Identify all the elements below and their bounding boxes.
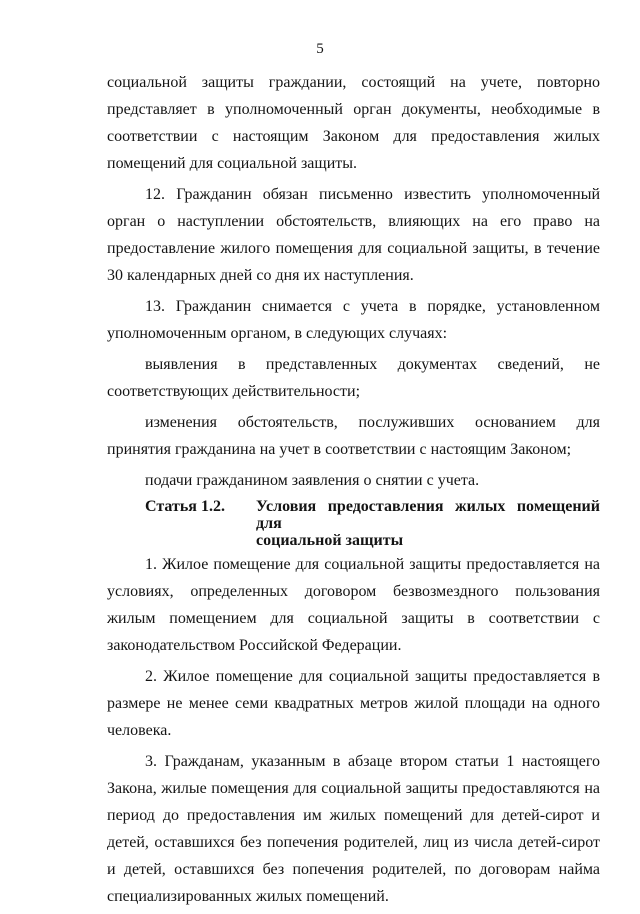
article-number: Статья 1.2. xyxy=(145,498,225,515)
article-paragraph-2: 2. Жилое помещение для социальной защиты предоставляется в размере не менее семи квадратных метров жилой площади на одного человека. xyxy=(107,668,600,739)
article-paragraph-3: 3. Гражданам, указанным в абзаце втором статьи 1 настоящего Закона, жилые помещения для социальной защиты предоставляются на период до предоставления им жилых помещений для детей-сирот и детей, оставшихся без попечения родителей, лиц из числа детей-сирот и детей, оставшихся без попечения родителей, по договорам найма специализированных жилых помещений. xyxy=(107,753,600,905)
article-heading xyxy=(107,498,600,549)
page-number: 5 xyxy=(316,41,324,57)
paragraph-item-12: 12. Гражданин обязан письменно известить уполномоченный орган о наступлении обстоятельств, влияющих на его право на предоставление жилого помещения для социальной защиты, в течение 30 календарных дней со дня их наступления. xyxy=(107,186,600,284)
paragraph-case-1: выявления в представленных документах сведений, не соответствующих действительности; xyxy=(107,356,600,400)
paragraph-case-3: подачи гражданином заявления о снятии с учета. xyxy=(145,472,480,489)
article-title-line-1: Условия предоставления жилых помещений для xyxy=(256,498,600,532)
paragraph-item-13: 13. Гражданин снимается с учета в порядке, установленном уполномоченным органом, в следующих случаях: xyxy=(107,298,600,342)
document-body xyxy=(107,69,600,914)
article-title xyxy=(256,498,600,549)
article-title-line-2: социальной защиты xyxy=(256,532,404,549)
paragraph-case-2: изменения обстоятельств, послуживших основанием для принятия гражданина на учет в соответствии с настоящим Законом; xyxy=(107,414,600,458)
paragraph-continuation: социальной защиты граждании, состоящий на учете, повторно представляет в уполномоченный орган документы, необходимые в соответствии с настоящим Законом для предоставления жилых помещений для социальной защиты. xyxy=(107,74,600,172)
article-paragraph-1: 1. Жилое помещение для социальной защиты предоставляется на условиях, определенных договором безвозмездного пользования жилым помещением для социальной защиты в соответствии с законодательством Российской Федерации. xyxy=(107,556,600,654)
